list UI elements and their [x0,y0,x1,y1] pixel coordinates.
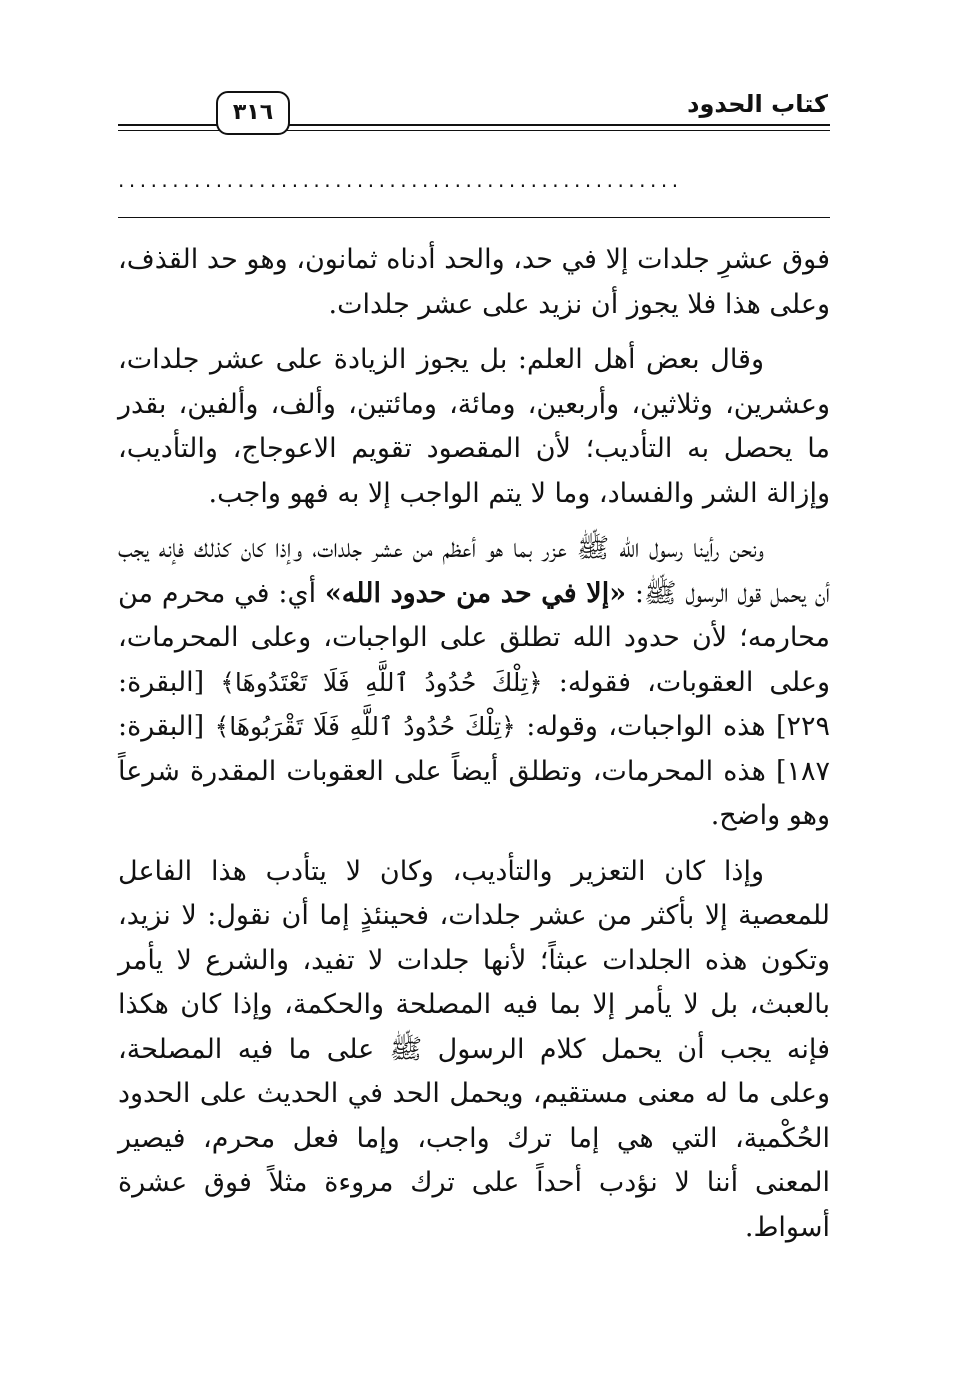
running-title: كتاب الحدود [677,88,830,120]
page-header [118,80,830,140]
dotted-separator: .................................................... [118,168,683,192]
paragraph-3-part-b: أي: في محرم من محارمه؛ لأن حدود الله تطلق على الواجبات، وعلى المحرمات، وعلى العقوبات، فقوله: [118,577,830,698]
page-number: ٣١٦ [216,91,290,135]
hadith-quote: «إلا في حد من حدود الله» [324,577,627,609]
quran-verse-1: ﴿تِلْكَ حُدُودُ ٱللَّهِ فَلَا تَعْتَدُوهَا﴾ [220,667,543,697]
paragraph-3-part-c: هذه الواجبات، وقوله: [515,711,766,742]
paragraph-3 [118,527,830,839]
paragraph-4: وإذا كان التعزير والتأديب، وكان لا يتأدب هذا الفاعل للمعصية إلا بأكثر من عشر جلدات، فحينئذٍ إما أن نقول: لا نزيد، وتكون هذه الجلدات عبثاً؛ لأنها جلدات لا تفيد، والشرع لا يأمر بالعبث، بل لا يأمر إلا بما فيه المصلحة والحكمة، وإذا كان هكذا فإنه يجب أن يحمل كلام الرسول ﷺ على ما فيه المصلحة، وعلى ما له معنى مستقيم، ويحمل الحد في الحديث على الحدود الحُكْمية، التي هي إما ترك واجب، وإما فعل محرم، فيصير المعنى أننا لا نؤدب أحداً على ترك مروءة مثلاً فوق عشرة أسواط. [118,855,830,1243]
paragraph-1: فوق عشرِ جلدات إلا في حد، والحد أدناه ثمانون، وهو حد القذف، وعلى هذا فلا يجوز أن نزيد على عشر جلدات. [118,244,830,320]
paragraph-3-part-a: ونحن رأينا رسول الله ﷺ عزر بما هو أعظم من عشر جلدات، وإذا كان كذلك فإنه يجب أن يحمل قول الرسول ﷺ: [118,533,830,609]
header-divider-line [118,217,830,218]
paragraph-3-part-d: هذه المحرمات، وتطلق أيضاً على العقوبات المقدرة شرعاً وهو واضح. [118,755,830,831]
verse-reference-1: [البقرة: ٢٢٩] [118,666,831,742]
verse-reference-2: [البقرة: ١٨٧] [118,711,830,787]
paragraph-2: وقال بعض أهل العلم: بل يجوز الزيادة على عشر جلدات، وعشرين، وثلاثين، وأربعين، ومائة، ومائتين، وألف، وألفين، بقدر ما يحصل به التأديب؛ لأن المقصود تقويم الاعوجاج، والتأديب، وإزالة الشر والفساد، وما لا يتم الواجب إلا به فهو واجب. [118,344,830,509]
quran-verse-2: ﴿تِلْكَ حُدُودُ ٱللَّهِ فَلَا تَقْرَبُوهَا﴾ [214,712,516,741]
page-body [118,238,830,1261]
